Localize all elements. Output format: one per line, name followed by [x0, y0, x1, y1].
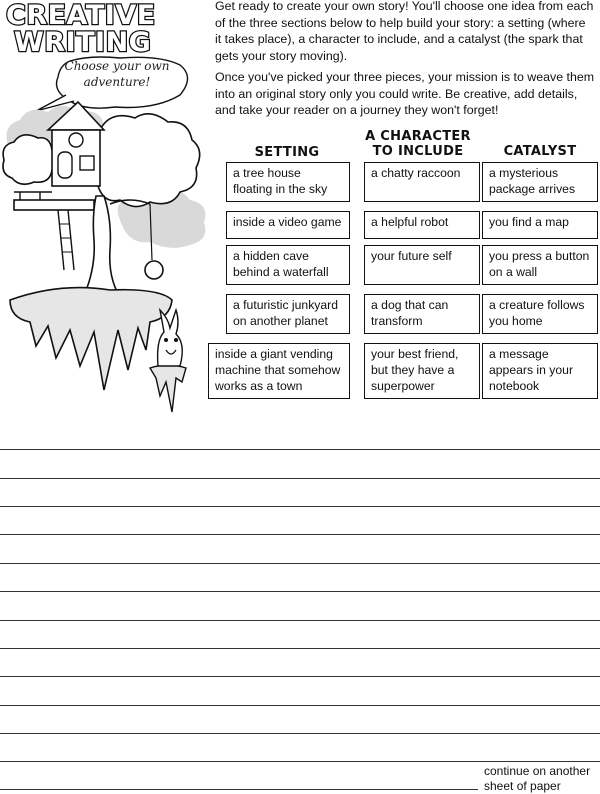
writing-line[interactable] — [0, 705, 600, 706]
writing-line[interactable] — [0, 506, 600, 507]
character-option[interactable]: a helpful robot — [364, 211, 480, 239]
page-title-line1: CREATIVE — [6, 0, 156, 31]
character-option[interactable]: your future self — [364, 245, 480, 285]
column-header-setting: SETTING — [254, 145, 320, 160]
writing-line[interactable] — [0, 676, 600, 677]
column-header-character-line1: A CHARACTER — [365, 129, 471, 144]
character-option[interactable]: your best friend, but they have a superpower — [364, 343, 480, 399]
setting-option[interactable]: a tree house floating in the sky — [226, 162, 350, 202]
catalyst-option[interactable]: you find a map — [482, 211, 598, 239]
writing-line[interactable] — [0, 478, 600, 479]
continue-note: continue on another sheet of paper — [484, 764, 591, 793]
column-header-catalyst: CATALYST — [503, 144, 577, 159]
writing-line[interactable] — [0, 620, 600, 621]
writing-line[interactable] — [0, 591, 600, 592]
catalyst-option[interactable]: a creature follows you home — [482, 294, 598, 334]
character-option[interactable]: a dog that can transform — [364, 294, 480, 334]
catalyst-option[interactable]: you press a button on a wall — [482, 245, 598, 285]
writing-line[interactable] — [0, 563, 600, 564]
column-header-character-line2: TO INCLUDE — [372, 144, 464, 159]
bubble-text: Choose your own adventure! — [64, 59, 170, 89]
intro-paragraph-2: Once you've picked your three pieces, your mission is to weave them into an original story only you could write. Be creative, add details, and take your reader on a journey they won't forget! — [215, 70, 595, 117]
catalyst-option[interactable]: a message appears in your notebook — [482, 343, 598, 399]
intro-paragraph-1: Get ready to create your own story! You'll choose one idea from each of the three sections below to help build your story: a setting (where it takes place), a character to include, and a catalyst (the spark that gets your story moving). — [215, 0, 594, 63]
setting-option[interactable]: inside a video game — [226, 211, 350, 239]
page-title-line2: WRITING — [14, 27, 152, 58]
tree-house-illustration — [0, 100, 212, 420]
writing-line[interactable] — [0, 733, 600, 734]
writing-line[interactable] — [0, 648, 600, 649]
writing-line[interactable] — [0, 789, 478, 790]
setting-option[interactable]: inside a giant vending machine that somehow works as a town — [208, 343, 350, 399]
character-option[interactable]: a chatty raccoon — [364, 162, 480, 202]
writing-line[interactable] — [0, 534, 600, 535]
catalyst-option[interactable]: a mysterious package arrives — [482, 162, 598, 202]
writing-line[interactable] — [0, 761, 600, 762]
setting-option[interactable]: a futuristic junkyard on another planet — [226, 294, 350, 334]
setting-option[interactable]: a hidden cave behind a waterfall — [226, 245, 350, 285]
writing-line[interactable] — [0, 449, 600, 450]
